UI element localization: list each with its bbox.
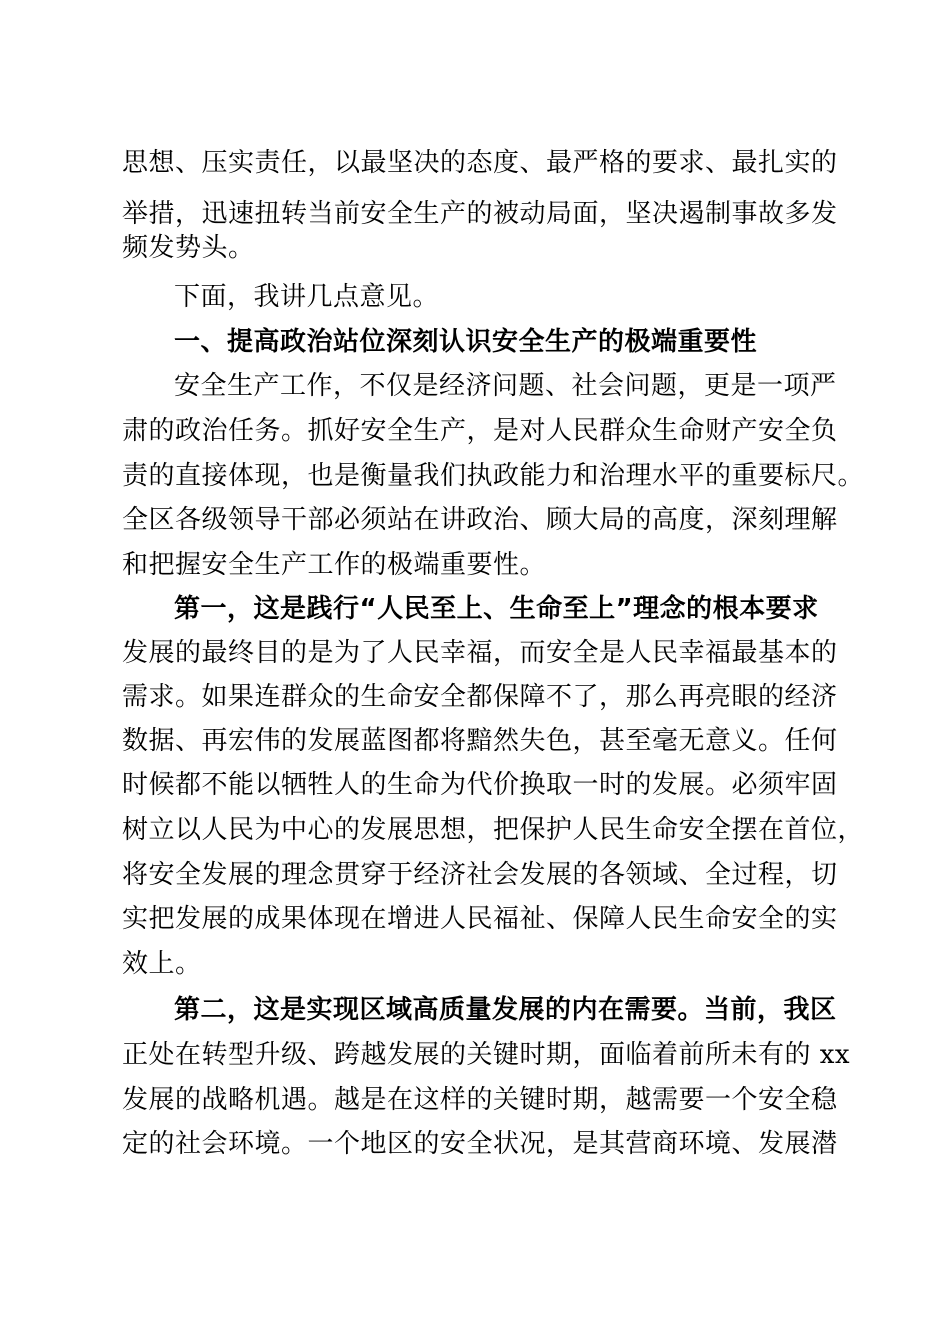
paragraph-line: 肃的政治任务。抓好安全生产，是对人民群众生命财产安全负: [122, 416, 838, 446]
paragraph-line: 将安全发展的理念贯穿于经济社会发展的各领域、全过程，切: [122, 860, 838, 890]
paragraph-line: 举措，迅速扭转当前安全生产的被动局面，坚决遏制事故多发: [122, 199, 838, 229]
paragraph-line: 数据、再宏伟的发展蓝图都将黯然失色，甚至毫无意义。任何: [122, 726, 838, 756]
paragraph-line: 需求。如果连群众的生命安全都保障不了，那么再亮眼的经济: [122, 682, 838, 712]
paragraph-line: 时候都不能以牺牲人的生命为代价换取一时的发展。必须牢固: [122, 770, 838, 800]
paragraph-line: 发展的战略机遇。越是在这样的关键时期，越需要一个安全稳: [122, 1085, 838, 1115]
subheading: 第一，这是践行“人民至上、生命至上”理念的根本要求: [174, 594, 819, 624]
paragraph-line: 树立以人民为中心的发展思想，把保护人民生命安全摆在首位，: [122, 815, 865, 845]
paragraph-line: 下面，我讲几点意见。: [174, 282, 440, 312]
paragraph-line: 效上。: [122, 949, 202, 979]
subheading: 第二，这是实现区域高质量发展的内在需要。当前，我区: [174, 995, 837, 1025]
paragraph-line: 发展的最终目的是为了人民幸福，而安全是人民幸福最基本的: [122, 638, 838, 668]
paragraph-line: 正处在转型升级、跨越发展的关键时期，面临着前所未有的 xx: [122, 1040, 851, 1070]
paragraph-line: 实把发展的成果体现在增进人民福祉、保障人民生命安全的实: [122, 904, 838, 934]
section-heading: 一、提高政治站位深刻认识安全生产的极端重要性: [174, 327, 758, 357]
paragraph-line: 定的社会环境。一个地区的安全状况，是其营商环境、发展潜: [122, 1129, 838, 1159]
paragraph-line: 责的直接体现，也是衡量我们执政能力和治理水平的重要标尺。: [122, 461, 865, 491]
paragraph-line: 全区各级领导干部必须站在讲政治、顾大局的高度，深刻理解: [122, 505, 838, 535]
paragraph-line: 频发势头。: [122, 233, 255, 263]
paragraph-line: 安全生产工作，不仅是经济问题、社会问题，更是一项严: [174, 371, 837, 401]
paragraph-line: 思想、压实责任，以最坚决的态度、最严格的要求、最扎实的: [122, 148, 838, 178]
paragraph-line: 和把握安全生产工作的极端重要性。: [122, 550, 547, 580]
